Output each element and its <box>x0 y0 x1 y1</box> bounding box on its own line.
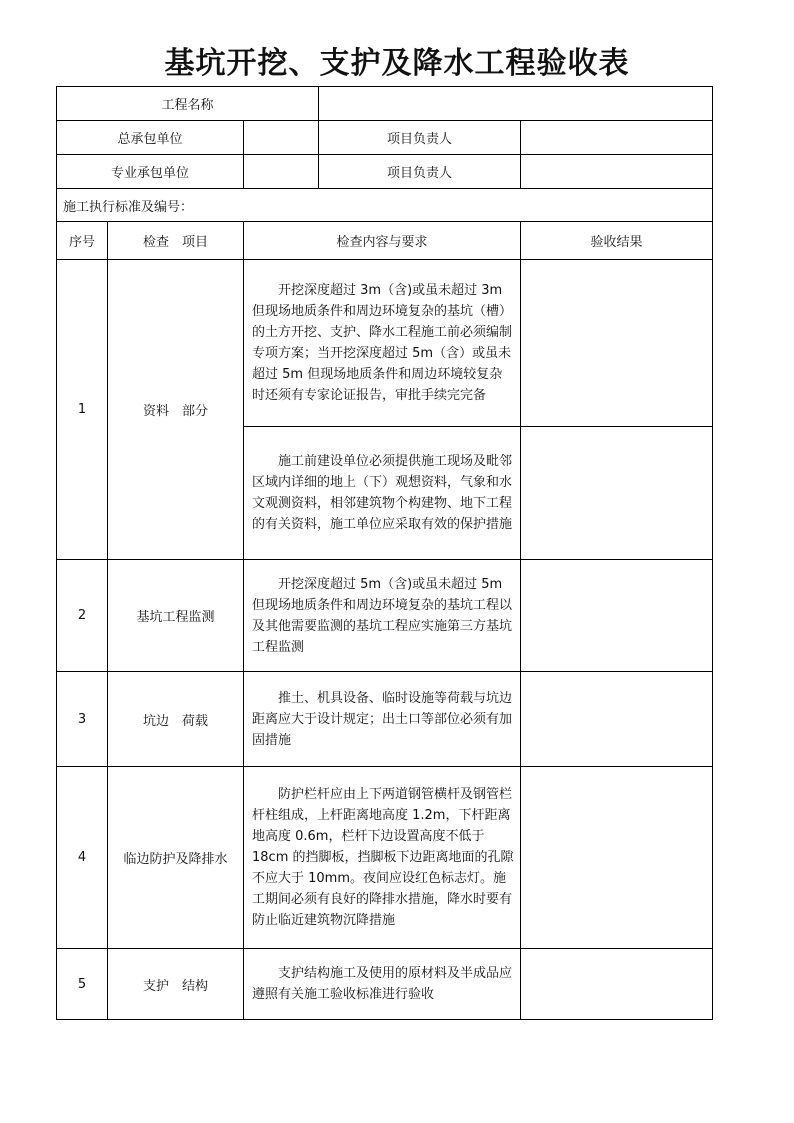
row-seq: 1 <box>57 260 108 560</box>
result-field[interactable] <box>521 260 713 427</box>
table-row <box>57 560 713 672</box>
row-item: 资料 部分 <box>108 260 244 560</box>
header-seq: 序号 <box>57 222 108 260</box>
row-requirement: 支护结构施工及使用的原材料及半成品应遵照有关施工验收标准进行验收 <box>244 949 521 1020</box>
row-requirement: 推土、机具设备、临时设施等荷载与坑边距离应大于设计规定；出土口等部位必须有加固措施 <box>244 672 521 767</box>
table-row <box>57 767 713 949</box>
row-seq: 3 <box>57 672 108 767</box>
header-item: 检查 项目 <box>108 222 244 260</box>
row-seq: 4 <box>57 767 108 949</box>
row-seq: 5 <box>57 949 108 1020</box>
general-contractor-field[interactable] <box>244 121 319 155</box>
row-item: 基坑工程监测 <box>108 560 244 672</box>
project-name-row <box>57 87 713 121</box>
result-field[interactable] <box>521 427 713 560</box>
special-contractor-label: 专业承包单位 <box>57 155 244 189</box>
row-requirement: 开挖深度超过 3m（含)或虽未超过 3m 但现场地质条件和周边环境复杂的基坑（槽）的土方开挖、支护、降水工程施工前必须编制专项方案；当开挖深度超过 5m（含）或虽未超过 5m 但现场地质条件和周边环境较复杂时还须有专家论证报告，审批手续完完备 <box>244 260 521 427</box>
table-row <box>57 949 713 1020</box>
standard-label: 施工执行标准及编号： <box>57 189 713 222</box>
header-row <box>57 222 713 260</box>
header-result: 验收结果 <box>521 222 713 260</box>
header-content: 检查内容与要求 <box>244 222 521 260</box>
gc-manager-field[interactable] <box>521 121 713 155</box>
row-requirement: 施工前建设单位必须提供施工现场及毗邻区域内详细的地上（下）观想资料，气象和水文观测资料，相邻建筑物个构建物、地下工程的有关资料，施工单位应采取有效的保护措施 <box>244 427 521 560</box>
project-name-field[interactable] <box>319 87 713 121</box>
result-field[interactable] <box>521 672 713 767</box>
acceptance-form-table <box>56 86 713 1020</box>
general-contractor-label: 总承包单位 <box>57 121 244 155</box>
result-field[interactable] <box>521 560 713 672</box>
table-row <box>57 672 713 767</box>
row-item: 坑边 荷载 <box>108 672 244 767</box>
row-item: 支护 结构 <box>108 949 244 1020</box>
project-name-label: 工程名称 <box>57 87 319 121</box>
row-requirement: 防护栏杆应由上下两道钢管横杆及钢管栏杆柱组成，上杆距离地高度 1.2m，下杆距离地高度 0.6m，栏杆下边设置高度不低于 18cm 的挡脚板，挡脚板下边距离地面的孔隙不应大于 10mm。夜间应设红色标志灯。施工期间必须有良好的降排水措施，降水时要有防止临近建筑物沉降措施 <box>244 767 521 949</box>
row-requirement: 开挖深度超过 5m（含)或虽未超过 5m 但现场地质条件和周边环境复杂的基坑工程以及其他需要监测的基坑工程应实施第三方基坑工程监测 <box>244 560 521 672</box>
row-seq: 2 <box>57 560 108 672</box>
special-contractor-field[interactable] <box>244 155 319 189</box>
result-field[interactable] <box>521 949 713 1020</box>
general-contractor-row <box>57 121 713 155</box>
result-field[interactable] <box>521 767 713 949</box>
page-title: 基坑开挖、支护及降水工程验收表 <box>164 46 630 81</box>
sc-manager-label: 项目负责人 <box>319 155 521 189</box>
gc-manager-label: 项目负责人 <box>319 121 521 155</box>
special-contractor-row <box>57 155 713 189</box>
standard-row <box>57 189 713 222</box>
row-item: 临边防护及降排水 <box>108 767 244 949</box>
sc-manager-field[interactable] <box>521 155 713 189</box>
table-row <box>57 260 713 427</box>
